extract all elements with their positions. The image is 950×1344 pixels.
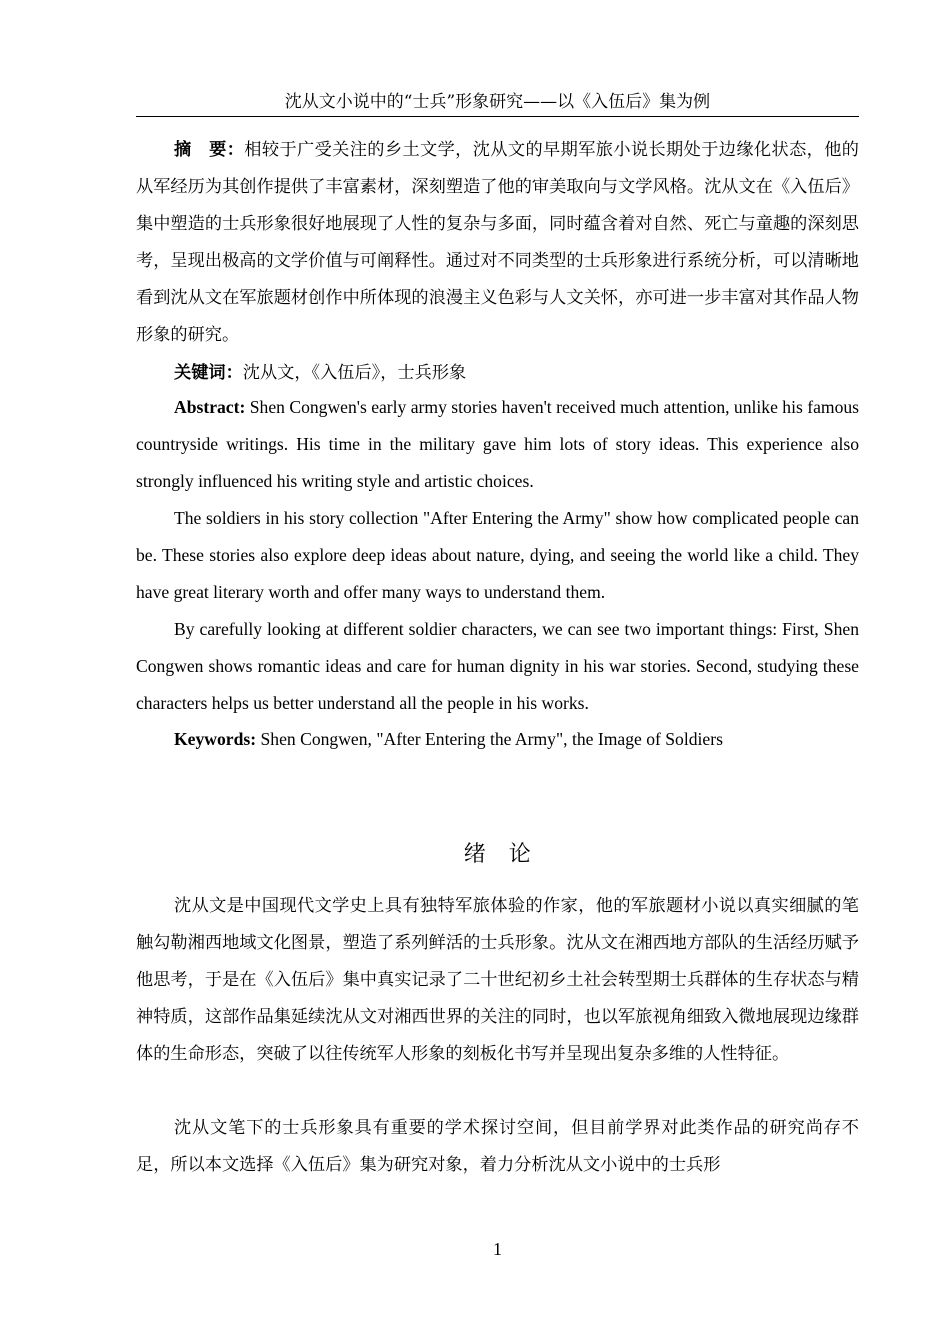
running-header: 沈从文小说中的“士兵”形象研究——以《入伍后》集为例 [284,92,711,112]
keywords-text-cn: 沈从文，《入伍后》，士兵形象 [242,363,467,383]
chinese-abstract [136,132,859,354]
section-title-introduction: 绪 论 [463,842,532,867]
english-abstract-paragraph-2: The soldiers in his story collection "After Entering the Army" show how complicated people can be. These stories also explore deep ideas about nature, dying, and seeing the world like a child. They have great literary worth and offer many ways to understand them. [136,508,859,602]
page-number: 1 [493,1239,502,1259]
introduction-paragraph-1: 沈从文是中国现代文学史上具有独特军旅体验的作家，他的军旅题材小说以真实细腻的笔触勾勒湘西地域文化图景，塑造了系列鲜活的士兵形象。沈从文在湘西地方部队的生活经历赋予他思考，于是在《入伍后》集中真实记录了二十世纪初乡土社会转型期士兵群体的生存状态与精神特质，这部作品集延续沈从文对湘西世界的关注的同时，也以军旅视角细致入微地展现边缘群体的生命形态，突破了以往传统军人形象的刻板化书写并呈现出复杂多维的人性特征。 [136,896,859,1064]
abstract-text-cn: 相较于广受关注的乡土文学，沈从文的早期军旅小说长期处于边缘化状态，他的从军经历为其创作提供了丰富素材，深刻塑造了他的审美取向与文学风格。沈从文在《入伍后》集中塑造的士兵形象很好地展现了人性的复杂与多面，同时蕴含着对自然、死亡与童趣的深刻思考，呈现出极高的文学价值与可阐释性。通过对不同类型的士兵形象进行系统分析，可以清晰地看到沈从文在军旅题材创作中所体现的浪漫主义色彩与人文关怀，亦可进一步丰富对其作品人物形象的研究。 [136,140,859,345]
abstract-label-cn: 摘 要： [174,140,245,160]
chinese-keywords [136,355,859,392]
english-abstract-paragraph-1 [136,389,859,500]
introduction-paragraph-2: 沈从文笔下的士兵形象具有重要的学术探讨空间，但目前学界对此类作品的研究尚存不足，所以本文选择《入伍后》集为研究对象，着力分析沈从文小说中的士兵形 [136,1118,859,1175]
english-abstract-paragraph-3: By carefully looking at different soldier characters, we can see two important things: First, Shen Congwen shows romantic ideas and care for human dignity in his war stories. Second, studying these characters helps us better understand all the people in his works. [136,619,859,713]
header-rule [136,116,859,117]
abstract-label-en: Abstract: [174,397,246,417]
keywords-text-en: Shen Congwen, "After Entering the Army", the Image of Soldiers [260,729,723,749]
english-keywords [136,721,859,758]
abstract-text-en-1: Shen Congwen's early army stories haven't received much attention, unlike his famous countryside writings. His time in the military gave him lots of story ideas. This experience also strongly influenced his writing style and artistic choices. [136,397,860,491]
keywords-label-en: Keywords: [174,729,257,749]
keywords-label-cn: 关键词： [174,363,243,383]
